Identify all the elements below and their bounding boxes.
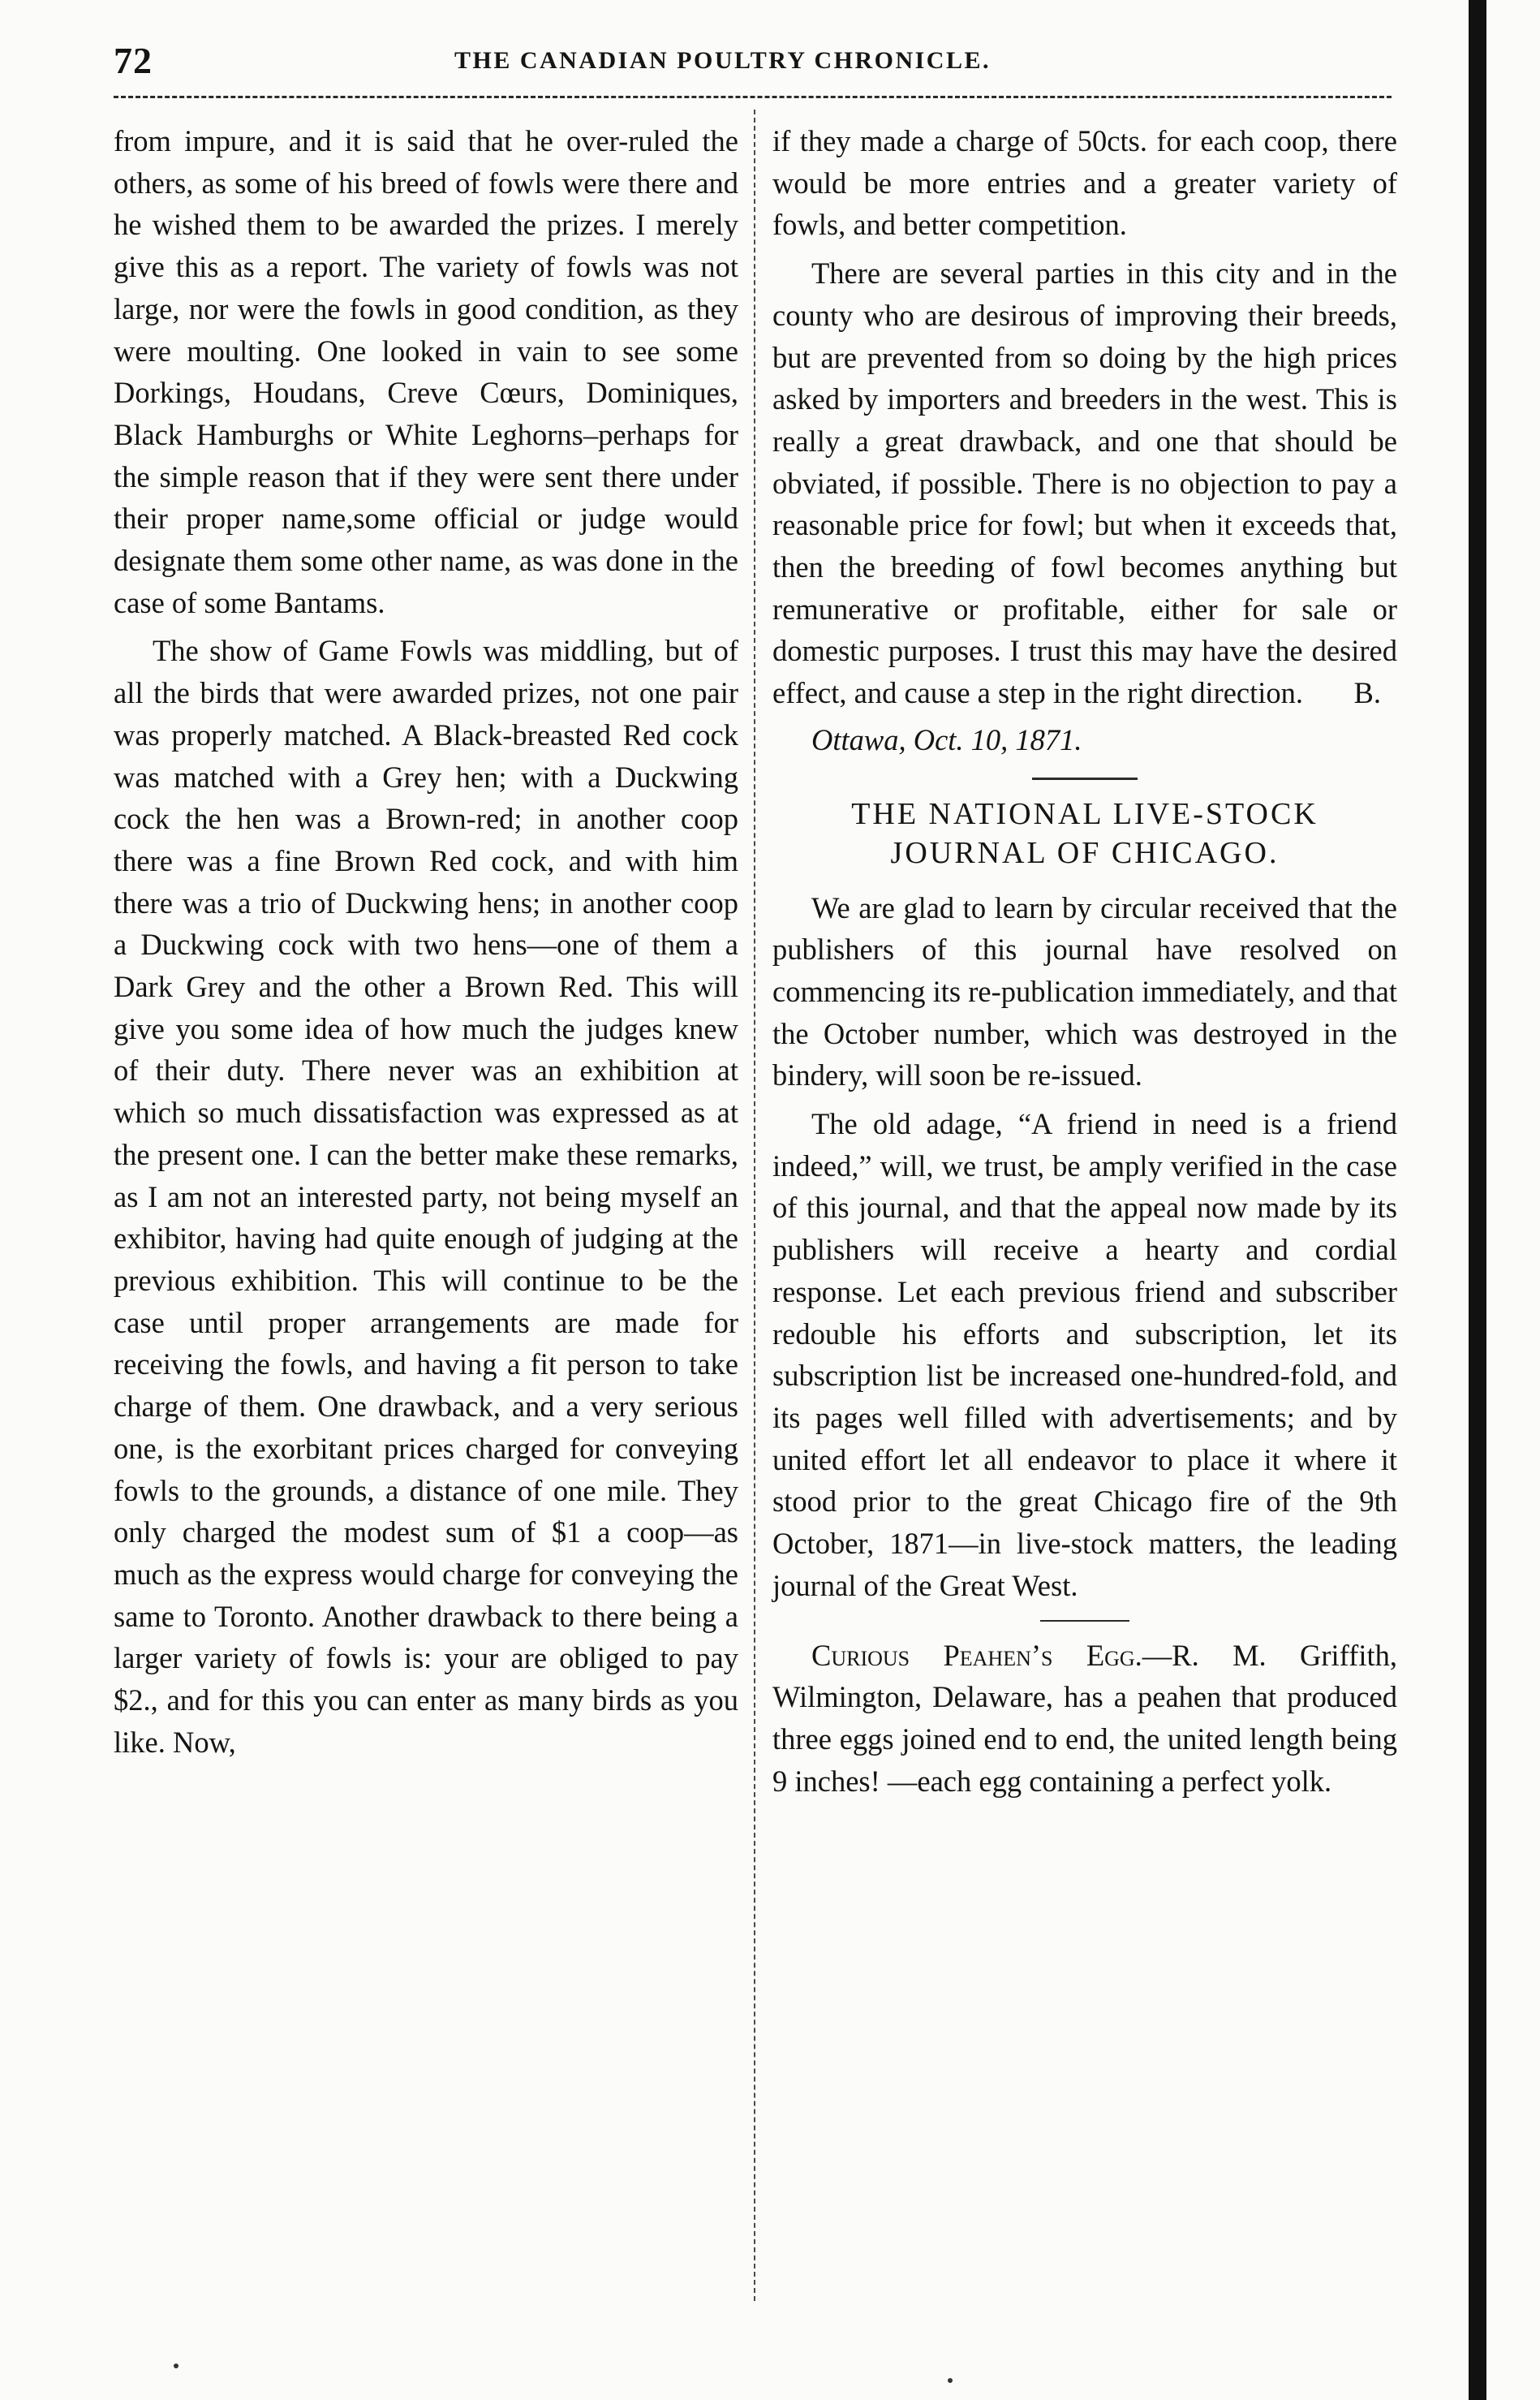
print-speck [174, 2363, 179, 2368]
article-title [772, 795, 1397, 873]
left-column [114, 120, 738, 1763]
page-number: 72 [114, 40, 153, 81]
left-paragraph-1: from impure, and it is said that he over-ruled the others, as some of his breed of fowls were there and he wished them to be awarded the prizes. I merely give this as a report. The variety of fowls was not large, nor were the fowls in good condition, as they were moulting. One looked in vain to see some Dorkings, Houdans, Creve Cœurs, Dominiques, Black Hamburghs or White Leghorns–perhaps for the simple reason that if they were sent there under their proper name,some official or judge would designate them some other name, as was done in the case of some Bantams. [114, 124, 738, 619]
section-rule [1032, 778, 1138, 780]
article-title-line-1: THE NATIONAL LIVE-STOCK [851, 796, 1318, 831]
right-paragraph-2-text: There are several parties in this city and in the county who are desirous of improving their breeds, but are prevented from so doing by the high prices asked by importers and breeders in the west. This is really a great drawback, and one that should be obviated, if possible. There is no objection to pay a reasonable price for fowl; but when it exceeds that, then the breeding of fowl becomes anything but remunerative or profitable, either for sale or domestic purposes. I trust this may have the desired effect, and cause a step in the right direction. [772, 256, 1397, 710]
note-rule [1040, 1620, 1129, 1622]
article-paragraph-1: We are glad to learn by circular received that the publishers of this journal have resolved on commencing its re-publication immediately, and that the October number, which was destroyed in the bindery, will soon be re-issued. [772, 890, 1397, 1092]
article-title-line-2: JOURNAL OF CHICAGO. [890, 835, 1280, 870]
signature: B. [1353, 676, 1381, 710]
dateline: Ottawa, Oct. 10, 1871. [811, 722, 1082, 756]
page-edge-shadow [1469, 0, 1486, 2400]
print-speck [948, 2378, 953, 2383]
right-paragraph-2 [772, 252, 1397, 714]
article-paragraph-2: The old adage, “A friend in need is a friend indeed,” will, we trust, be amply verified in the case of this journal, and that the appeal now made by its publishers will receive a hearty and cordial response. Let each previous friend and subscriber redouble his efforts and subscription, let its subscription list be increased one-hundred-fold, and its pages well filled with advertisements; and by united effort let all endeavor to place it where it stood prior to the great Chicago fire of the 9th October, 1871—in live-stock matters, the leading journal of the Great West. [772, 1107, 1397, 1602]
curious-peahen-note [772, 1635, 1397, 1803]
column-divider [754, 110, 755, 2301]
note-text: —R. M. Griffith, Wilmington, Delaware, has a peahen that produced three eggs joined end to end, the united length being 9 inches! —each egg containing a perfect yolk. [772, 1638, 1397, 1798]
right-paragraph-1: if they made a charge of 50cts. for each coop, there would be more entries and a greater variety of fowls, and better competition. [772, 124, 1397, 242]
note-heading: Curious Peahen’s Egg. [811, 1638, 1142, 1672]
running-head: THE CANADIAN POULTRY CHRONICLE. [454, 47, 991, 74]
right-column [772, 120, 1397, 1802]
header-rule [114, 96, 1392, 98]
left-paragraph-2: The show of Game Fowls was middling, but of all the birds that were awarded prizes, not one pair was properly matched. A Black-breasted Red cock was matched with a Grey hen; with a Duckwing cock the hen was a Brown-red; in another coop there was a fine Brown Red cock, and with him there was a trio of Duckwing hens; in another coop a Duckwing cock with two hens—one of them a Dark Grey and the other a Brown Red. This will give you some idea of how much the judges knew of their duty. There never was an exhibition at which so much dissatisfaction was expressed as at the present one. I can the better make these remarks, as I am not an interested party, not being myself an exhibitor, having had quite enough of judging at the previous exhibition. This will continue to be the case until proper arrangements are made for receiving the fowls, and having a fit person to take charge of them. One drawback, and a very serious one, is the exorbitant prices charged for conveying fowls to the grounds, a distance of one mile. They only charged the modest sum of $1 a coop—as much as the express would charge for conveying the same to Toronto. Another drawback to there being a larger variety of fowls is: your are obliged to pay $2., and for this you can enter as many birds as you like. Now, [114, 634, 738, 1759]
page-header [114, 39, 1444, 88]
